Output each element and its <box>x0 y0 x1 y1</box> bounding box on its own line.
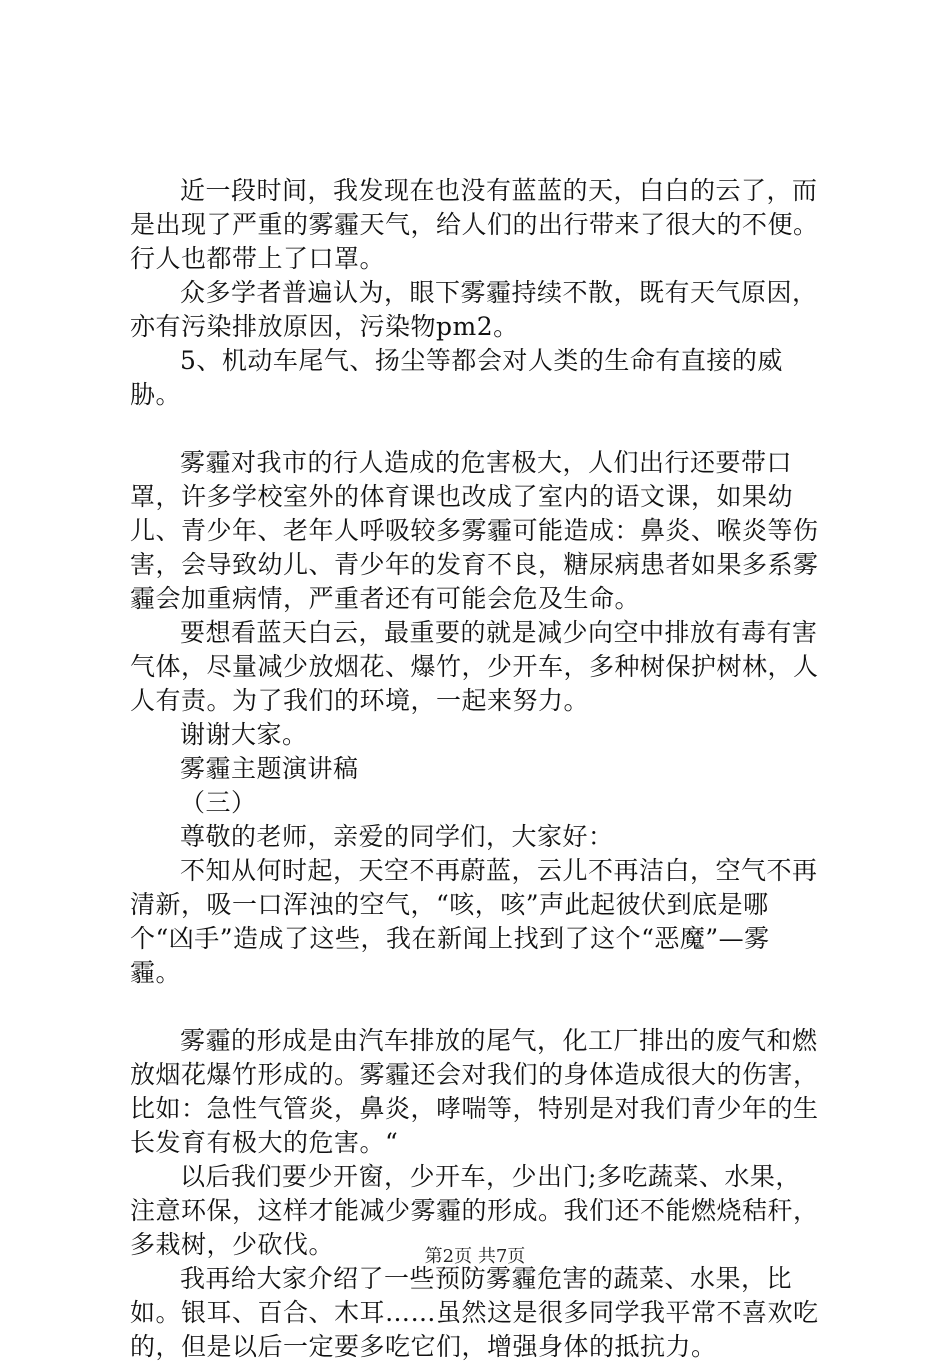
section-title: 雾霾主题演讲稿 <box>180 754 359 783</box>
paragraph: 我再给大家介绍了一些预防雾霾危害的蔬菜、水果，比如。银耳、百合、木耳……虽然这是很多同学我平常不喜欢吃的，但是以后一定要多吃它们，增强身体的抵抗力。 <box>130 1264 819 1361</box>
paragraph: 近一段时间，我发现在也没有蓝蓝的天，白白的云了，而是出现了严重的雾霾天气，给人们的出行带来了很大的不便。行人也都带上了口罩。 <box>130 176 819 273</box>
paragraph: 雾霾对我市的行人造成的危害极大，人们出行还要带口罩，许多学校室外的体育课也改成了室内的语文课，如果幼儿、青少年、老年人呼吸较多雾霾可能造成：鼻炎、喉炎等伤害，会导致幼儿、青少年的发育不良，糖尿病患者如果多系雾霾会加重病情，严重者还有可能会危及生命。 <box>130 448 819 613</box>
paragraph: 谢谢大家。 <box>180 720 308 749</box>
paragraph-gap <box>130 990 820 1024</box>
paragraph: 以后我们要少开窗，少开车，少出门;多吃蔬菜、水果，注意环保，这样才能减少雾霾的形成。我们还不能燃烧秸秆，多栽树，少砍伐。 <box>130 1162 819 1259</box>
paragraph: 众多学者普遍认为，眼下雾霾持续不散，既有天气原因，亦有污染排放原因，污染物pm2。 <box>130 278 818 341</box>
paragraph: 5、机动车尾气、扬尘等都会对人类的生命有直接的威胁。 <box>130 346 783 409</box>
document-body <box>130 174 820 1364</box>
paragraph: 不知从何时起，天空不再蔚蓝，云儿不再洁白，空气不再清新，吸一口浑浊的空气，“咳，咳”声此起彼伏到底是哪个“凶手”造成了这些，我在新闻上找到了这个“恶魔”—雾霾。 <box>130 856 818 987</box>
paragraph: 要想看蓝天白云，最重要的就是减少向空中排放有毒有害气体，尽量减少放烟花、爆竹，少开车，多种树保护树林，人人有责。为了我们的环境，一起来努力。 <box>130 618 819 715</box>
paragraph-gap <box>130 412 820 446</box>
salutation: 尊敬的老师，亲爱的同学们，大家好： <box>180 822 614 851</box>
section-number: （三） <box>180 788 257 817</box>
page-footer: 第2页 共7页 <box>424 1246 526 1267</box>
paragraph: 雾霾的形成是由汽车排放的尾气，化工厂排出的废气和燃放烟花爆竹形成的。雾霾还会对我们的身体造成很大的伤害，比如：急性气管炎，鼻炎，哮喘等，特别是对我们青少年的生长发育有极大的危害。“ <box>130 1026 819 1157</box>
